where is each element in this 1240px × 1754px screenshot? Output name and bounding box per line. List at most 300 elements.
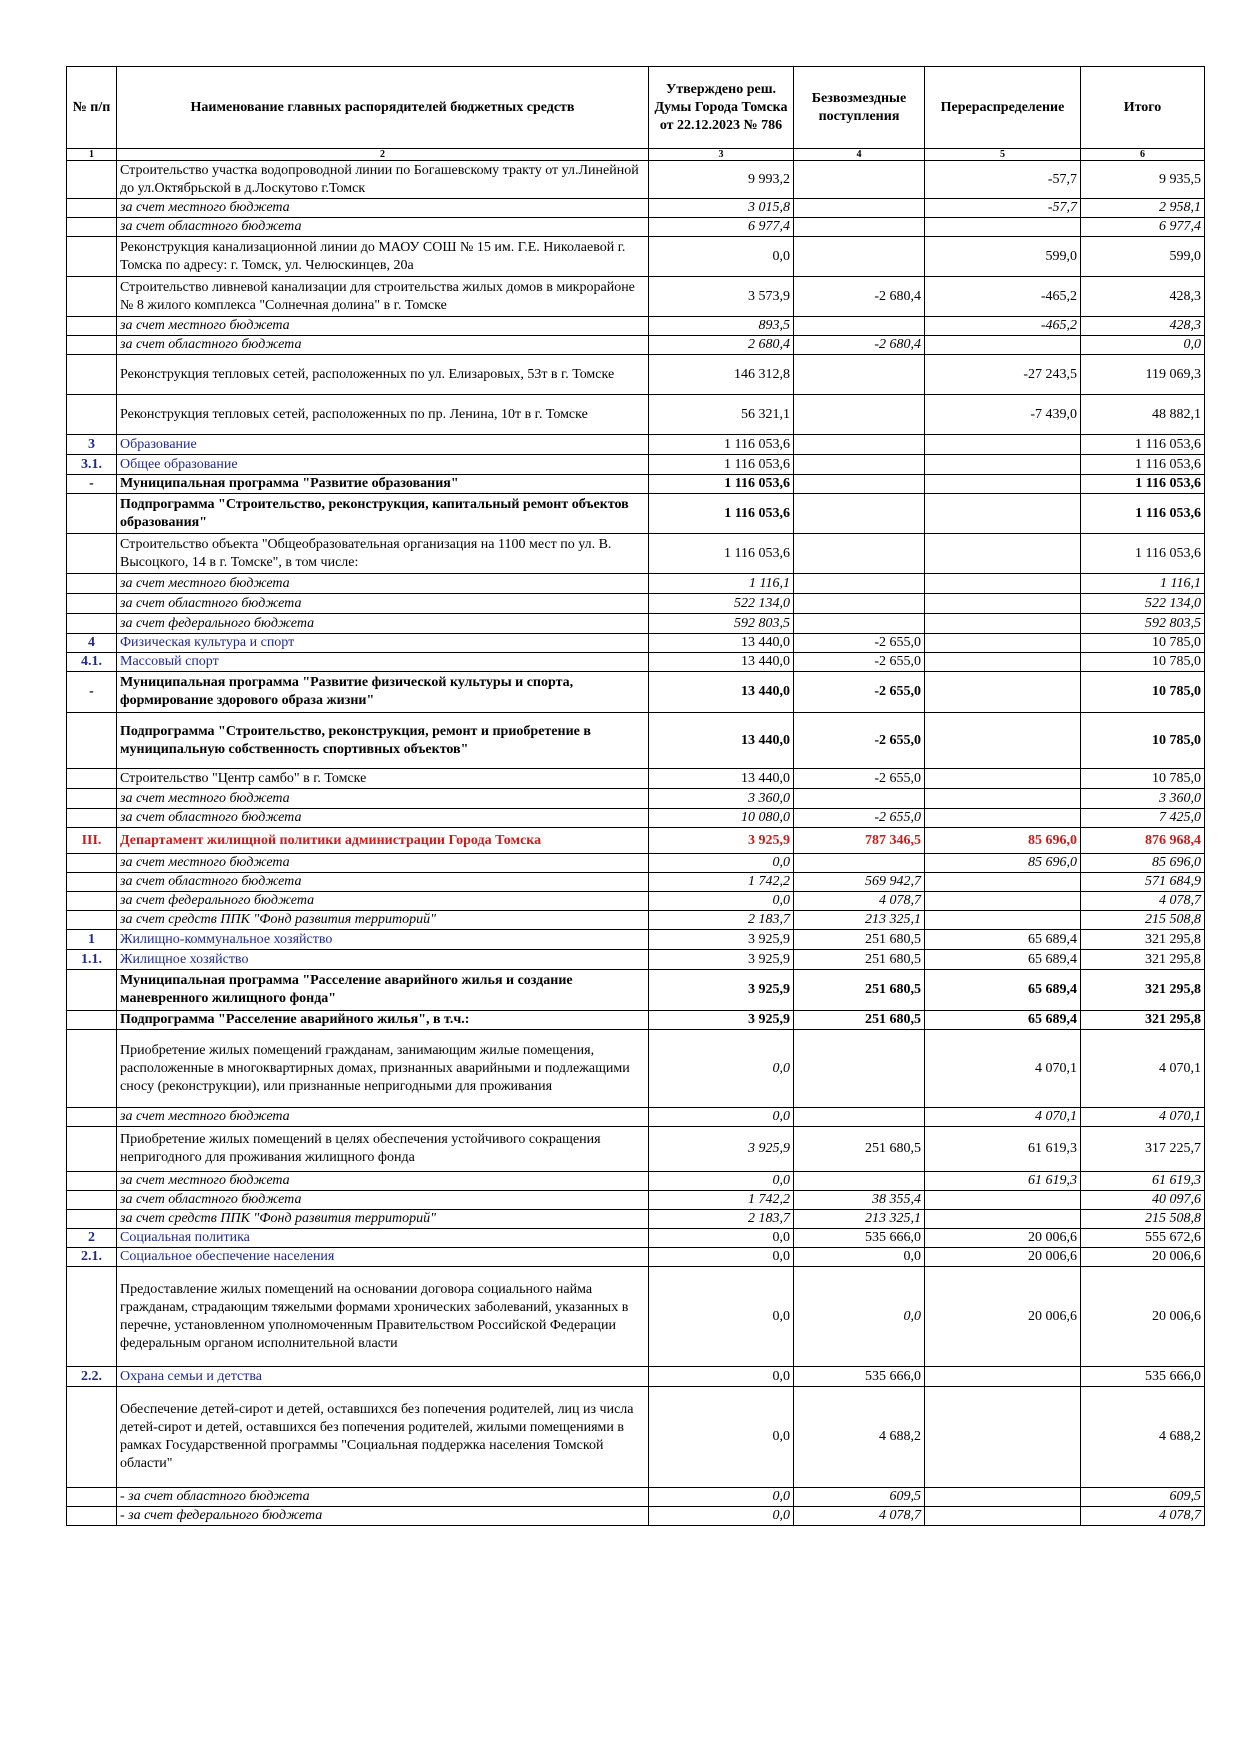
total-value: 428,3	[1081, 317, 1205, 336]
column-index: 5	[925, 149, 1081, 161]
approved-value: 3 925,9	[649, 930, 794, 950]
redistribution-value: 599,0	[925, 237, 1081, 277]
redistribution-value	[925, 653, 1081, 672]
table-row	[67, 809, 1205, 828]
gratuitous-value: 4 688,2	[794, 1387, 925, 1488]
gratuitous-value: 787 346,5	[794, 828, 925, 854]
approved-value: 146 312,8	[649, 355, 794, 395]
row-name: за счет областного бюджета	[117, 336, 649, 355]
total-value: 4 070,1	[1081, 1030, 1205, 1108]
redistribution-value: -27 243,5	[925, 355, 1081, 395]
row-name: Строительство "Центр самбо" в г. Томске	[117, 769, 649, 789]
gratuitous-value	[794, 218, 925, 237]
gratuitous-value	[794, 355, 925, 395]
row-number	[67, 713, 117, 769]
row-name: за счет областного бюджета	[117, 594, 649, 614]
total-value: 4 078,7	[1081, 1507, 1205, 1526]
gratuitous-value	[794, 1108, 925, 1127]
approved-value: 56 321,1	[649, 395, 794, 435]
gratuitous-value	[794, 435, 925, 455]
row-number: 2	[67, 1229, 117, 1248]
redistribution-value	[925, 1507, 1081, 1526]
redistribution-value: 20 006,6	[925, 1267, 1081, 1367]
gratuitous-value: 251 680,5	[794, 1127, 925, 1172]
table-row	[67, 930, 1205, 950]
row-name: за счет средств ППК "Фонд развития территорий"	[117, 1210, 649, 1229]
approved-value: 0,0	[649, 1229, 794, 1248]
table-row	[67, 911, 1205, 930]
total-value: 321 295,8	[1081, 1011, 1205, 1030]
row-number: 4	[67, 634, 117, 653]
row-number	[67, 1127, 117, 1172]
row-number	[67, 277, 117, 317]
gratuitous-value	[794, 594, 925, 614]
redistribution-value: -465,2	[925, 317, 1081, 336]
approved-value: 6 977,4	[649, 218, 794, 237]
table-row	[67, 277, 1205, 317]
header-row	[67, 67, 1205, 149]
gratuitous-value	[794, 494, 925, 534]
approved-value: 0,0	[649, 1267, 794, 1367]
row-number	[67, 494, 117, 534]
row-name: Образование	[117, 435, 649, 455]
total-value: 555 672,6	[1081, 1229, 1205, 1248]
row-number	[67, 1011, 117, 1030]
total-value: 9 935,5	[1081, 161, 1205, 199]
table-row	[67, 789, 1205, 809]
total-value: 592 803,5	[1081, 614, 1205, 634]
total-value: 1 116,1	[1081, 574, 1205, 594]
row-number	[67, 237, 117, 277]
gratuitous-value: 0,0	[794, 1267, 925, 1367]
redistribution-value	[925, 911, 1081, 930]
row-number: 1	[67, 930, 117, 950]
row-number	[67, 1387, 117, 1488]
redistribution-value	[925, 614, 1081, 634]
row-name: за счет местного бюджета	[117, 317, 649, 336]
total-value: 215 508,8	[1081, 911, 1205, 930]
gratuitous-value: 251 680,5	[794, 950, 925, 970]
gratuitous-value	[794, 199, 925, 218]
row-name: за счет местного бюджета	[117, 574, 649, 594]
redistribution-value: 85 696,0	[925, 854, 1081, 873]
table-row	[67, 1108, 1205, 1127]
total-value: 10 785,0	[1081, 769, 1205, 789]
redistribution-value: 65 689,4	[925, 970, 1081, 1011]
row-number	[67, 534, 117, 574]
gratuitous-value	[794, 395, 925, 435]
gratuitous-value: 609,5	[794, 1488, 925, 1507]
row-number	[67, 1172, 117, 1191]
total-value: 317 225,7	[1081, 1127, 1205, 1172]
gratuitous-value	[794, 317, 925, 336]
table-row	[67, 653, 1205, 672]
approved-value: 13 440,0	[649, 653, 794, 672]
gratuitous-value: -2 655,0	[794, 672, 925, 713]
redistribution-value	[925, 1367, 1081, 1387]
approved-value: 13 440,0	[649, 672, 794, 713]
row-number: 3	[67, 435, 117, 455]
gratuitous-value: -2 655,0	[794, 769, 925, 789]
gratuitous-value	[794, 1172, 925, 1191]
redistribution-value	[925, 574, 1081, 594]
gratuitous-value: 4 078,7	[794, 1507, 925, 1526]
column-index: 6	[1081, 149, 1205, 161]
approved-value: 3 015,8	[649, 199, 794, 218]
total-value: 571 684,9	[1081, 873, 1205, 892]
column-index: 2	[117, 149, 649, 161]
row-name: Предоставление жилых помещений на основании договора социального найма гражданам, страдающим тяжелыми формами хронических заболеваний, указанных в перечне, установленном уполномоченным Правительством Российской Федерации федеральным органом исполнительной власти	[117, 1267, 649, 1367]
row-name: Приобретение жилых помещений в целях обеспечения устойчивого сокращения непригодного для проживания жилищного фонда	[117, 1127, 649, 1172]
row-name: Физическая культура и спорт	[117, 634, 649, 653]
table-row	[67, 1011, 1205, 1030]
redistribution-value	[925, 435, 1081, 455]
table-row	[67, 1172, 1205, 1191]
row-number	[67, 911, 117, 930]
approved-value: 3 925,9	[649, 1127, 794, 1172]
gratuitous-value: 4 078,7	[794, 892, 925, 911]
approved-value: 522 134,0	[649, 594, 794, 614]
approved-value: 3 573,9	[649, 277, 794, 317]
row-name: за счет федерального бюджета	[117, 614, 649, 634]
total-value: 522 134,0	[1081, 594, 1205, 614]
total-value: 321 295,8	[1081, 930, 1205, 950]
redistribution-value: 65 689,4	[925, 1011, 1081, 1030]
table-row	[67, 594, 1205, 614]
total-value: 4 688,2	[1081, 1387, 1205, 1488]
row-name: за счет местного бюджета	[117, 199, 649, 218]
table-row	[67, 336, 1205, 355]
approved-value: 1 742,2	[649, 1191, 794, 1210]
total-value: 119 069,3	[1081, 355, 1205, 395]
table-row	[67, 317, 1205, 336]
row-name: Подпрограмма "Строительство, реконструкция, капитальный ремонт объектов образования"	[117, 494, 649, 534]
approved-value: 893,5	[649, 317, 794, 336]
table-row	[67, 355, 1205, 395]
row-name: за счет местного бюджета	[117, 1108, 649, 1127]
table-row	[67, 161, 1205, 199]
approved-value: 13 440,0	[649, 769, 794, 789]
approved-value: 0,0	[649, 892, 794, 911]
total-value: 48 882,1	[1081, 395, 1205, 435]
row-name: - за счет федерального бюджета	[117, 1507, 649, 1526]
redistribution-value	[925, 534, 1081, 574]
redistribution-value: 61 619,3	[925, 1127, 1081, 1172]
row-number: 1.1.	[67, 950, 117, 970]
gratuitous-value: 251 680,5	[794, 970, 925, 1011]
gratuitous-value: -2 680,4	[794, 336, 925, 355]
row-number: III.	[67, 828, 117, 854]
total-value: 40 097,6	[1081, 1191, 1205, 1210]
redistribution-value	[925, 769, 1081, 789]
total-value: 321 295,8	[1081, 950, 1205, 970]
redistribution-value: -57,7	[925, 199, 1081, 218]
col-header-gratuitous: Безвозмездные поступления	[794, 67, 925, 149]
approved-value: 3 925,9	[649, 970, 794, 1011]
approved-value: 0,0	[649, 1367, 794, 1387]
row-name: Муниципальная программа "Расселение аварийного жилья и создание маневренного жилищного фонда"	[117, 970, 649, 1011]
approved-value: 1 116 053,6	[649, 534, 794, 574]
redistribution-value	[925, 1387, 1081, 1488]
table-row	[67, 854, 1205, 873]
redistribution-value	[925, 713, 1081, 769]
row-name: Жилищное хозяйство	[117, 950, 649, 970]
redistribution-value	[925, 1191, 1081, 1210]
table-row	[67, 1248, 1205, 1267]
approved-value: 13 440,0	[649, 713, 794, 769]
col-header-approved: Утверждено реш. Думы Города Томска от 22.12.2023 № 786	[649, 67, 794, 149]
table-row	[67, 1488, 1205, 1507]
gratuitous-value	[794, 455, 925, 475]
total-value: 609,5	[1081, 1488, 1205, 1507]
total-value: 4 078,7	[1081, 892, 1205, 911]
column-index: 3	[649, 149, 794, 161]
gratuitous-value: -2 655,0	[794, 653, 925, 672]
approved-value: 3 925,9	[649, 828, 794, 854]
redistribution-value: 20 006,6	[925, 1248, 1081, 1267]
row-name: Департамент жилищной политики администрации Города Томска	[117, 828, 649, 854]
gratuitous-value	[794, 534, 925, 574]
redistribution-value	[925, 455, 1081, 475]
redistribution-value: 4 070,1	[925, 1030, 1081, 1108]
table-row	[67, 534, 1205, 574]
table-row	[67, 892, 1205, 911]
gratuitous-value	[794, 854, 925, 873]
total-value: 10 785,0	[1081, 634, 1205, 653]
gratuitous-value: 0,0	[794, 1248, 925, 1267]
row-name: за счет областного бюджета	[117, 1191, 649, 1210]
col-header-redistribution: Перераспределение	[925, 67, 1081, 149]
gratuitous-value: 535 666,0	[794, 1367, 925, 1387]
redistribution-value: 20 006,6	[925, 1229, 1081, 1248]
row-number: 2.2.	[67, 1367, 117, 1387]
approved-value: 0,0	[649, 1488, 794, 1507]
total-value: 3 360,0	[1081, 789, 1205, 809]
approved-value: 0,0	[649, 1248, 794, 1267]
redistribution-value: 65 689,4	[925, 930, 1081, 950]
table-row	[67, 1267, 1205, 1367]
row-name: Приобретение жилых помещений гражданам, занимающим жилые помещения, расположенные в многоквартирных домах, признанных аварийными и подлежащими сносу (реконструкции), или признанные непригодными для проживания	[117, 1030, 649, 1108]
total-value: 10 785,0	[1081, 653, 1205, 672]
row-name: Социальная политика	[117, 1229, 649, 1248]
gratuitous-value	[794, 1030, 925, 1108]
approved-value: 0,0	[649, 237, 794, 277]
table-row	[67, 1210, 1205, 1229]
table-row	[67, 1507, 1205, 1526]
row-number	[67, 1108, 117, 1127]
table-row	[67, 873, 1205, 892]
row-number: -	[67, 672, 117, 713]
approved-value: 0,0	[649, 854, 794, 873]
redistribution-value: 61 619,3	[925, 1172, 1081, 1191]
table-row	[67, 1191, 1205, 1210]
approved-value: 1 116 053,6	[649, 435, 794, 455]
redistribution-value	[925, 789, 1081, 809]
redistribution-value	[925, 594, 1081, 614]
gratuitous-value: -2 655,0	[794, 809, 925, 828]
row-number	[67, 769, 117, 789]
row-number	[67, 1191, 117, 1210]
approved-value: 1 116 053,6	[649, 475, 794, 494]
row-number	[67, 317, 117, 336]
table-body	[67, 161, 1205, 1526]
row-name: Жилищно-коммунальное хозяйство	[117, 930, 649, 950]
row-name: Строительство ливневой канализации для строительства жилых домов в микрорайоне № 8 жилого комплекса "Солнечная долина" в г. Томске	[117, 277, 649, 317]
redistribution-value: -57,7	[925, 161, 1081, 199]
row-number	[67, 1507, 117, 1526]
table-row	[67, 950, 1205, 970]
row-name: за счет средств ППК "Фонд развития территорий"	[117, 911, 649, 930]
total-value: 20 006,6	[1081, 1267, 1205, 1367]
gratuitous-value	[794, 789, 925, 809]
gratuitous-value	[794, 237, 925, 277]
row-name: Охрана семьи и детства	[117, 1367, 649, 1387]
row-name: Реконструкция канализационной линии до МАОУ СОШ № 15 им. Г.Е. Николаевой г. Томска по адресу: г. Томск, ул. Челюскинцев, 20а	[117, 237, 649, 277]
table-row	[67, 828, 1205, 854]
row-number	[67, 336, 117, 355]
table-row	[67, 1127, 1205, 1172]
approved-value: 2 183,7	[649, 911, 794, 930]
row-number	[67, 395, 117, 435]
approved-value: 1 742,2	[649, 873, 794, 892]
redistribution-value	[925, 1488, 1081, 1507]
table-row	[67, 713, 1205, 769]
redistribution-value	[925, 218, 1081, 237]
redistribution-value: 85 696,0	[925, 828, 1081, 854]
gratuitous-value: 251 680,5	[794, 930, 925, 950]
row-name: - за счет областного бюджета	[117, 1488, 649, 1507]
approved-value: 13 440,0	[649, 634, 794, 653]
row-name: Обеспечение детей-сирот и детей, оставшихся без попечения родителей, лиц из числа детей-сирот и детей, оставшихся без попечения родителей, жилыми помещениями в рамках Государственной программы "Социальная поддержка населения Томской области"	[117, 1387, 649, 1488]
row-number	[67, 1030, 117, 1108]
redistribution-value	[925, 336, 1081, 355]
approved-value: 0,0	[649, 1387, 794, 1488]
table-row	[67, 1367, 1205, 1387]
row-number	[67, 1267, 117, 1367]
row-name: Строительство объекта "Общеобразовательная организация на 1100 мест по ул. В. Высоцкого, 14 в г. Томске", в том числе:	[117, 534, 649, 574]
redistribution-value	[925, 873, 1081, 892]
row-number	[67, 892, 117, 911]
table-row	[67, 455, 1205, 475]
row-number	[67, 854, 117, 873]
row-number	[67, 614, 117, 634]
total-value: 1 116 053,6	[1081, 475, 1205, 494]
total-value: 85 696,0	[1081, 854, 1205, 873]
redistribution-value	[925, 475, 1081, 494]
col-header-num: № п/п	[67, 67, 117, 149]
approved-value: 1 116,1	[649, 574, 794, 594]
approved-value: 0,0	[649, 1172, 794, 1191]
row-number: 2.1.	[67, 1248, 117, 1267]
approved-value: 3 360,0	[649, 789, 794, 809]
table-row	[67, 634, 1205, 653]
row-name: Реконструкция тепловых сетей, расположенных по ул. Елизаровых, 53т в г. Томске	[117, 355, 649, 395]
table-row	[67, 672, 1205, 713]
row-number	[67, 1210, 117, 1229]
total-value: 321 295,8	[1081, 970, 1205, 1011]
redistribution-value	[925, 1210, 1081, 1229]
total-value: 215 508,8	[1081, 1210, 1205, 1229]
redistribution-value: 4 070,1	[925, 1108, 1081, 1127]
total-value: 428,3	[1081, 277, 1205, 317]
row-number	[67, 199, 117, 218]
total-value: 10 785,0	[1081, 713, 1205, 769]
table-row	[67, 237, 1205, 277]
approved-value: 10 080,0	[649, 809, 794, 828]
total-value: 1 116 053,6	[1081, 435, 1205, 455]
redistribution-value: -7 439,0	[925, 395, 1081, 435]
table-row	[67, 1030, 1205, 1108]
total-value: 535 666,0	[1081, 1367, 1205, 1387]
gratuitous-value	[794, 614, 925, 634]
total-value: 10 785,0	[1081, 672, 1205, 713]
total-value: 7 425,0	[1081, 809, 1205, 828]
redistribution-value	[925, 494, 1081, 534]
column-index-row	[67, 149, 1205, 161]
row-number	[67, 574, 117, 594]
row-name: Подпрограмма "Строительство, реконструкция, ремонт и приобретение в муниципальную собственность спортивных объектов"	[117, 713, 649, 769]
approved-value: 1 116 053,6	[649, 494, 794, 534]
gratuitous-value: -2 655,0	[794, 713, 925, 769]
row-name: за счет областного бюджета	[117, 873, 649, 892]
total-value: 2 958,1	[1081, 199, 1205, 218]
table-row	[67, 769, 1205, 789]
table-row	[67, 1229, 1205, 1248]
row-name: Строительство участка водопроводной линии по Богашевскому тракту от ул.Линейной до ул.Октябрьской в д.Лоскутово г.Томск	[117, 161, 649, 199]
col-header-name: Наименование главных распорядителей бюджетных средств	[117, 67, 649, 149]
gratuitous-value	[794, 574, 925, 594]
row-name: Муниципальная программа "Развитие образования"	[117, 475, 649, 494]
gratuitous-value	[794, 475, 925, 494]
table-row	[67, 574, 1205, 594]
table-row	[67, 614, 1205, 634]
total-value: 1 116 053,6	[1081, 534, 1205, 574]
total-value: 876 968,4	[1081, 828, 1205, 854]
row-number	[67, 218, 117, 237]
gratuitous-value: 213 325,1	[794, 1210, 925, 1229]
approved-value: 2 183,7	[649, 1210, 794, 1229]
total-value: 4 070,1	[1081, 1108, 1205, 1127]
gratuitous-value: 38 355,4	[794, 1191, 925, 1210]
row-number	[67, 809, 117, 828]
row-number	[67, 970, 117, 1011]
approved-value: 3 925,9	[649, 1011, 794, 1030]
row-name: за счет местного бюджета	[117, 854, 649, 873]
row-number	[67, 161, 117, 199]
row-number	[67, 1488, 117, 1507]
row-name: Муниципальная программа "Развитие физической культуры и спорта, формирование здорового образа жизни"	[117, 672, 649, 713]
approved-value: 9 993,2	[649, 161, 794, 199]
row-number	[67, 789, 117, 809]
row-name: за счет федерального бюджета	[117, 892, 649, 911]
total-value: 1 116 053,6	[1081, 494, 1205, 534]
gratuitous-value: -2 655,0	[794, 634, 925, 653]
row-name: Общее образование	[117, 455, 649, 475]
approved-value: 592 803,5	[649, 614, 794, 634]
gratuitous-value: 213 325,1	[794, 911, 925, 930]
table-row	[67, 494, 1205, 534]
table-row	[67, 970, 1205, 1011]
total-value: 61 619,3	[1081, 1172, 1205, 1191]
row-number: -	[67, 475, 117, 494]
gratuitous-value	[794, 161, 925, 199]
table-row	[67, 199, 1205, 218]
table-row	[67, 218, 1205, 237]
table-row	[67, 435, 1205, 455]
redistribution-value	[925, 892, 1081, 911]
gratuitous-value: 569 942,7	[794, 873, 925, 892]
redistribution-value	[925, 634, 1081, 653]
